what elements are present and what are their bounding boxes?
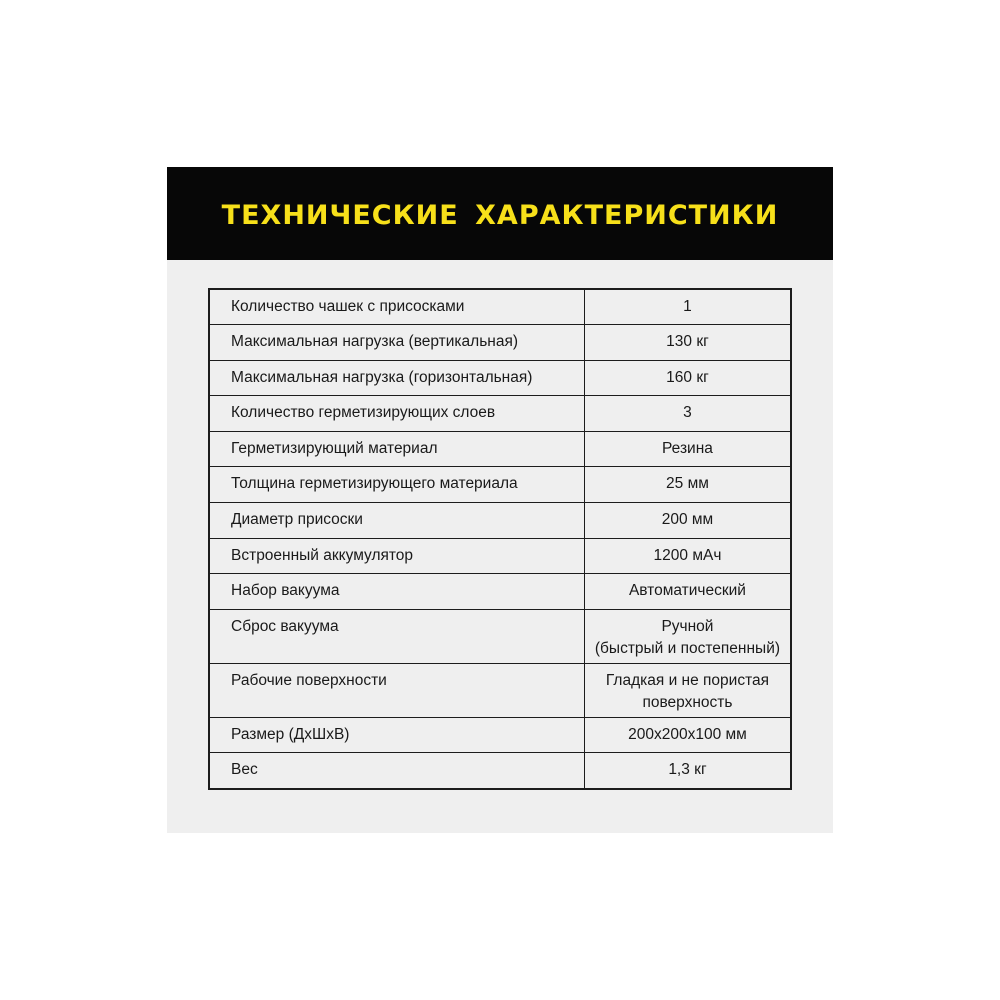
- spec-value: 3: [683, 404, 692, 422]
- table-row: [209, 753, 791, 789]
- spec-value: 1: [683, 298, 692, 315]
- spec-name-cell: [209, 538, 584, 574]
- spec-value-cell: [584, 325, 791, 361]
- spec-value-cell: [584, 663, 791, 717]
- spec-value-line2: поверхность: [642, 693, 733, 711]
- table-row: [209, 717, 791, 753]
- spec-name-cell: [209, 467, 584, 503]
- spec-name: Максимальная нагрузка (горизонтальная): [231, 368, 533, 386]
- table-row: [209, 289, 791, 325]
- spec-name: Герметизирующий материал: [231, 439, 438, 457]
- header-bar: [167, 167, 833, 260]
- spec-value-cell: [584, 396, 791, 432]
- spec-value: 200 мм: [661, 511, 714, 529]
- spec-value: 160 кг: [666, 368, 709, 386]
- spec-value-cell: [584, 753, 791, 789]
- spec-name: Количество чашек с присосками: [231, 298, 465, 315]
- spec-value: Гладкая и не пористая: [605, 671, 770, 689]
- spec-name-cell: [209, 663, 584, 717]
- table-row: [209, 574, 791, 610]
- table-row: [209, 609, 791, 663]
- spec-name: Толщина герметизирующего материала: [231, 475, 518, 493]
- spec-value-cell: [584, 609, 791, 663]
- table-row: [209, 431, 791, 467]
- spec-value: 25 мм: [666, 475, 709, 493]
- spec-value-cell: [584, 538, 791, 574]
- spec-value-line2: (быстрый и постепенный): [594, 639, 781, 657]
- spec-value: 1200 мАч: [653, 546, 722, 564]
- spec-name: Размер (ДхШхВ): [231, 725, 350, 743]
- spec-name-cell: [209, 753, 584, 789]
- spec-name-cell: [209, 325, 584, 361]
- spec-value: Ручной: [661, 617, 714, 635]
- spec-name-cell: [209, 396, 584, 432]
- spec-name-cell: [209, 574, 584, 610]
- table-row: [209, 663, 791, 717]
- spec-value: 1,3 кг: [668, 761, 707, 779]
- table-row: [209, 360, 791, 396]
- spec-card: [167, 167, 833, 833]
- spec-value: Резина: [662, 439, 713, 457]
- spec-value-cell: [584, 467, 791, 503]
- spec-name: Встроенный аккумулятор: [231, 546, 414, 564]
- table-row: [209, 467, 791, 503]
- spec-value: 130 кг: [666, 333, 709, 351]
- spec-value-cell: [584, 360, 791, 396]
- spec-value: 200x200x100 мм: [628, 725, 747, 743]
- spec-name-cell: [209, 360, 584, 396]
- table-row: [209, 325, 791, 361]
- table-row: [209, 396, 791, 432]
- spec-value-cell: [584, 289, 791, 325]
- spec-name-cell: [209, 503, 584, 539]
- spec-name: Сброс вакуума: [231, 617, 339, 635]
- spec-name: Набор вакуума: [231, 582, 340, 600]
- spec-table: [208, 288, 792, 790]
- spec-value: Автоматический: [628, 582, 746, 600]
- spec-name: Вес: [231, 761, 258, 779]
- table-row: [209, 503, 791, 539]
- spec-name-cell: [209, 289, 584, 325]
- spec-name-cell: [209, 431, 584, 467]
- page-title: ТЕХНИЧЕСКИЕ ХАРАКТЕРИСТИКИ: [221, 200, 779, 231]
- spec-name: Количество герметизирующих слоев: [231, 404, 496, 422]
- spec-name-cell: [209, 609, 584, 663]
- spec-name: Диаметр присоски: [231, 511, 363, 529]
- spec-value-cell: [584, 574, 791, 610]
- spec-value-cell: [584, 431, 791, 467]
- spec-value-cell: [584, 717, 791, 753]
- spec-name-cell: [209, 717, 584, 753]
- spec-name: Рабочие поверхности: [231, 671, 387, 689]
- table-row: [209, 538, 791, 574]
- spec-value-cell: [584, 503, 791, 539]
- spec-name: Максимальная нагрузка (вертикальная): [231, 333, 519, 351]
